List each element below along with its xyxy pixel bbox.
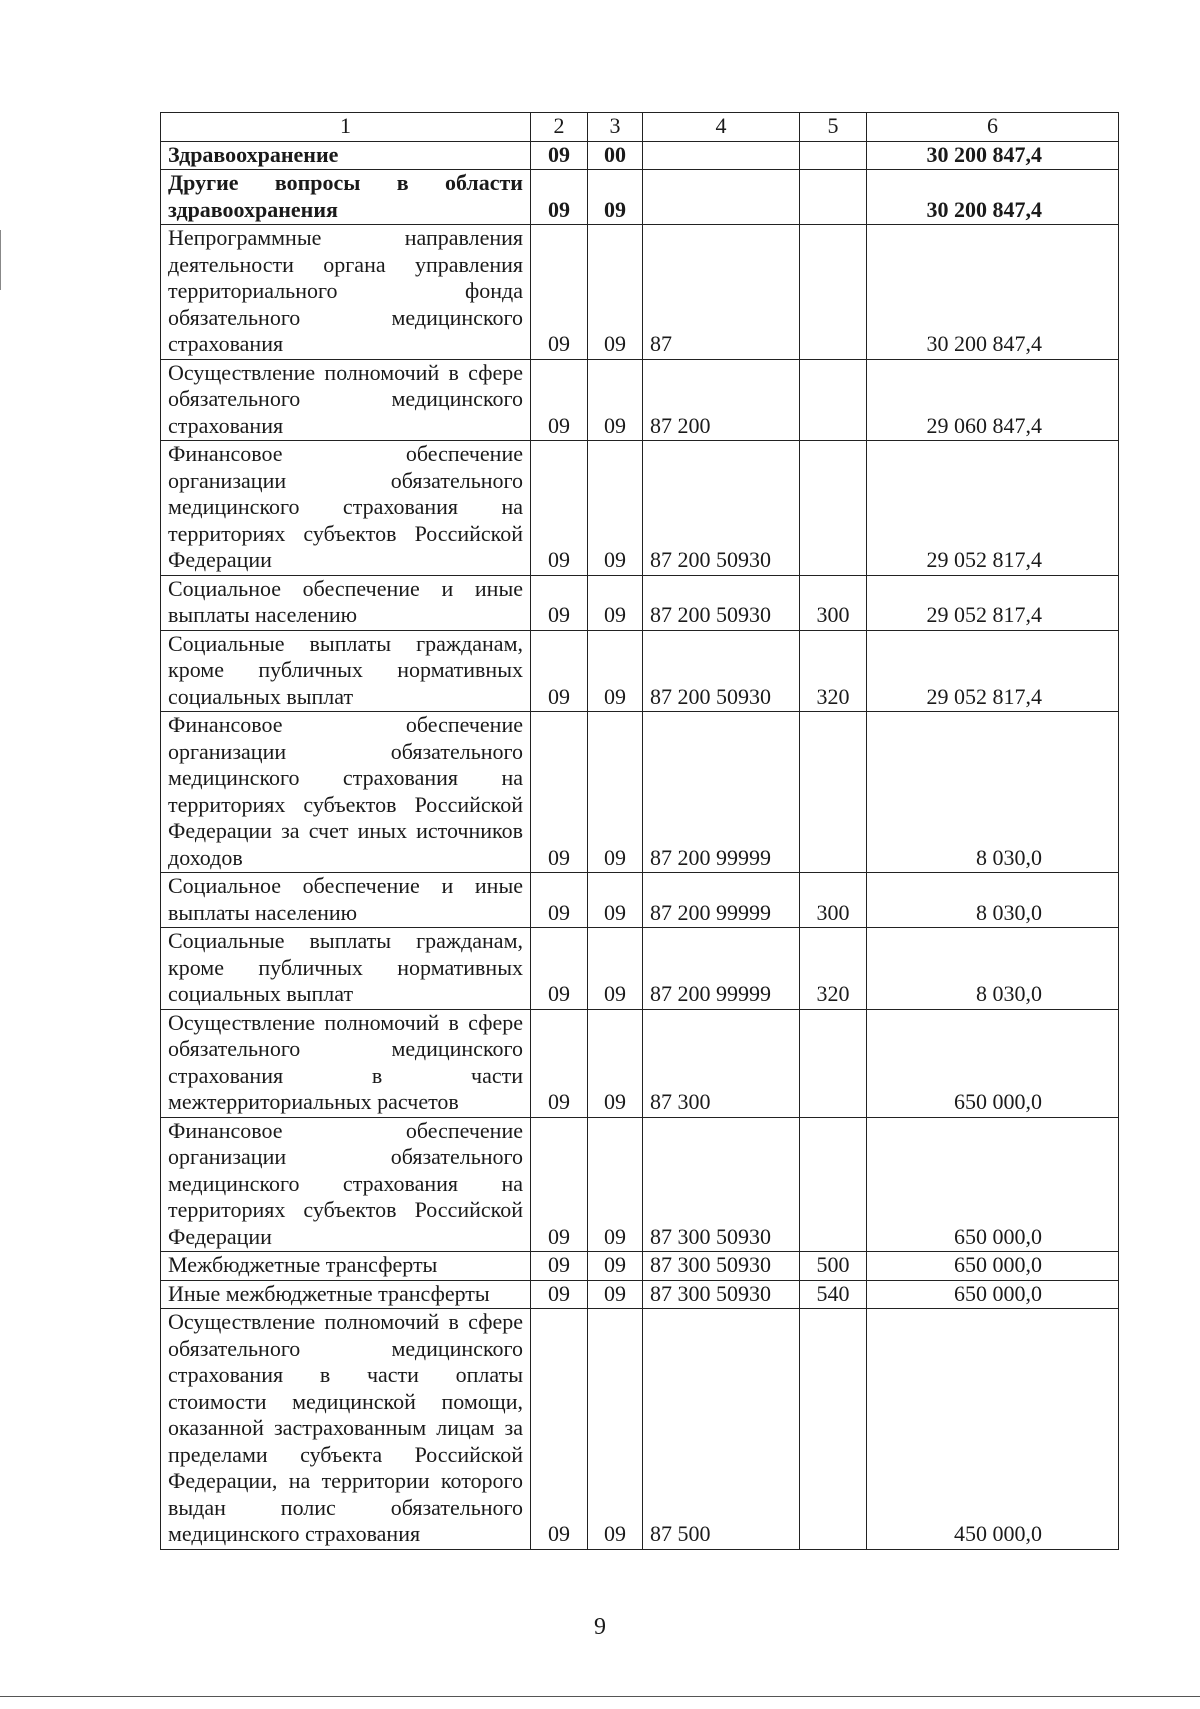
table-header-row xyxy=(161,113,1119,142)
row-expense-type-cell xyxy=(800,1009,867,1117)
row-amount-cell: 650 000,0 xyxy=(867,1252,1119,1281)
row-expense-type-cell xyxy=(800,170,867,225)
row-section-cell: 09 xyxy=(531,1280,588,1309)
row-section-cell: 09 xyxy=(531,1309,588,1550)
row-name-cell: Социальное обеспечение и иные выплаты населению xyxy=(161,873,531,928)
row-expense-type-cell: 300 xyxy=(800,873,867,928)
budget-table xyxy=(160,112,1119,1550)
table-row xyxy=(161,1252,1119,1281)
header-col-5: 5 xyxy=(800,113,867,142)
row-section-cell: 09 xyxy=(531,359,588,441)
row-amount-cell: 450 000,0 xyxy=(867,1309,1119,1550)
row-subsection-cell: 09 xyxy=(588,1009,643,1117)
row-name-cell: Осуществление полномочий в сфере обязательного медицинского страхования в части оплаты стоимости медицинской помощи, оказанной застрахованным лицам за пределами субъекта Российской Федерации, на территории которого выдан полис обязательного медицинского страхования xyxy=(161,1309,531,1550)
row-amount-cell: 8 030,0 xyxy=(867,712,1119,873)
row-section-cell: 09 xyxy=(531,225,588,360)
row-subsection-cell: 09 xyxy=(588,873,643,928)
row-subsection-cell: 09 xyxy=(588,441,643,576)
row-subsection-cell: 09 xyxy=(588,1252,643,1281)
table-row xyxy=(161,359,1119,441)
row-expense-type-cell xyxy=(800,1117,867,1252)
row-amount-cell: 29 052 817,4 xyxy=(867,575,1119,630)
row-section-cell: 09 xyxy=(531,1252,588,1281)
row-amount-cell: 30 200 847,4 xyxy=(867,225,1119,360)
header-col-6: 6 xyxy=(867,113,1119,142)
table-row xyxy=(161,141,1119,170)
row-target-article-cell: 87 200 50930 xyxy=(643,441,800,576)
row-expense-type-cell: 540 xyxy=(800,1280,867,1309)
row-name-cell: Финансовое обеспечение организации обязательного медицинского страхования на территориях субъектов Российской Федерации xyxy=(161,441,531,576)
row-expense-type-cell xyxy=(800,225,867,360)
row-subsection-cell: 09 xyxy=(588,712,643,873)
row-name-cell: Межбюджетные трансферты xyxy=(161,1252,531,1281)
header-col-3: 3 xyxy=(588,113,643,142)
table-row xyxy=(161,1280,1119,1309)
row-name-cell: Финансовое обеспечение организации обязательного медицинского страхования на территориях субъектов Российской Федерации за счет иных источников доходов xyxy=(161,712,531,873)
header-col-1: 1 xyxy=(161,113,531,142)
row-target-article-cell: 87 300 50930 xyxy=(643,1280,800,1309)
row-subsection-cell: 09 xyxy=(588,575,643,630)
row-section-cell: 09 xyxy=(531,575,588,630)
row-expense-type-cell xyxy=(800,712,867,873)
row-amount-cell: 30 200 847,4 xyxy=(867,170,1119,225)
row-section-cell: 09 xyxy=(531,928,588,1010)
row-name-cell: Финансовое обеспечение организации обязательного медицинского страхования на территориях субъектов Российской Федерации xyxy=(161,1117,531,1252)
row-section-cell: 09 xyxy=(531,170,588,225)
table-row xyxy=(161,1117,1119,1252)
table-row xyxy=(161,1009,1119,1117)
table-row xyxy=(161,441,1119,576)
row-target-article-cell: 87 200 99999 xyxy=(643,928,800,1010)
row-section-cell: 09 xyxy=(531,1009,588,1117)
row-name-cell: Осуществление полномочий в сфере обязательного медицинского страхования в части межтерриториальных расчетов xyxy=(161,1009,531,1117)
table-row xyxy=(161,712,1119,873)
row-name-cell: Социальные выплаты гражданам, кроме публичных нормативных социальных выплат xyxy=(161,928,531,1010)
table-row xyxy=(161,170,1119,225)
page-number: 9 xyxy=(594,1614,606,1640)
row-expense-type-cell: 300 xyxy=(800,575,867,630)
row-name-cell: Иные межбюджетные трансферты xyxy=(161,1280,531,1309)
bottom-rule xyxy=(0,1696,1200,1697)
row-expense-type-cell: 500 xyxy=(800,1252,867,1281)
row-expense-type-cell xyxy=(800,359,867,441)
table-row xyxy=(161,873,1119,928)
row-target-article-cell: 87 200 xyxy=(643,359,800,441)
scan-edge-mark xyxy=(0,230,1,290)
row-name-cell: Социальное обеспечение и иные выплаты населению xyxy=(161,575,531,630)
row-subsection-cell: 00 xyxy=(588,141,643,170)
row-target-article-cell: 87 300 50930 xyxy=(643,1252,800,1281)
row-subsection-cell: 09 xyxy=(588,1309,643,1550)
row-subsection-cell: 09 xyxy=(588,630,643,712)
row-amount-cell: 650 000,0 xyxy=(867,1280,1119,1309)
table-row xyxy=(161,225,1119,360)
row-target-article-cell: 87 300 xyxy=(643,1009,800,1117)
row-section-cell: 09 xyxy=(531,1117,588,1252)
row-amount-cell: 650 000,0 xyxy=(867,1009,1119,1117)
row-section-cell: 09 xyxy=(531,141,588,170)
row-expense-type-cell xyxy=(800,1309,867,1550)
row-amount-cell: 29 060 847,4 xyxy=(867,359,1119,441)
table-row xyxy=(161,928,1119,1010)
budget-table-body xyxy=(161,113,1119,1550)
row-section-cell: 09 xyxy=(531,873,588,928)
row-expense-type-cell xyxy=(800,441,867,576)
row-name-cell: Осуществление полномочий в сфере обязательного медицинского страхования xyxy=(161,359,531,441)
row-amount-cell: 8 030,0 xyxy=(867,928,1119,1010)
row-target-article-cell: 87 200 50930 xyxy=(643,575,800,630)
row-expense-type-cell: 320 xyxy=(800,630,867,712)
row-subsection-cell: 09 xyxy=(588,225,643,360)
row-name-cell: Непрограммные направления деятельности органа управления территориального фонда обязательного медицинского страхования xyxy=(161,225,531,360)
row-target-article-cell: 87 200 99999 xyxy=(643,712,800,873)
row-section-cell: 09 xyxy=(531,712,588,873)
table-row xyxy=(161,1309,1119,1550)
row-section-cell: 09 xyxy=(531,441,588,576)
row-subsection-cell: 09 xyxy=(588,359,643,441)
row-expense-type-cell xyxy=(800,141,867,170)
row-section-cell: 09 xyxy=(531,630,588,712)
row-amount-cell: 30 200 847,4 xyxy=(867,141,1119,170)
header-col-2: 2 xyxy=(531,113,588,142)
row-target-article-cell: 87 xyxy=(643,225,800,360)
row-amount-cell: 29 052 817,4 xyxy=(867,630,1119,712)
table-row xyxy=(161,575,1119,630)
row-amount-cell: 650 000,0 xyxy=(867,1117,1119,1252)
row-target-article-cell: 87 200 50930 xyxy=(643,630,800,712)
row-target-article-cell xyxy=(643,170,800,225)
row-subsection-cell: 09 xyxy=(588,1280,643,1309)
row-target-article-cell: 87 500 xyxy=(643,1309,800,1550)
row-name-cell: Другие вопросы в области здравоохранения xyxy=(161,170,531,225)
row-name-cell: Здравоохранение xyxy=(161,141,531,170)
header-col-4: 4 xyxy=(643,113,800,142)
row-target-article-cell: 87 300 50930 xyxy=(643,1117,800,1252)
row-name-cell: Социальные выплаты гражданам, кроме публичных нормативных социальных выплат xyxy=(161,630,531,712)
row-subsection-cell: 09 xyxy=(588,170,643,225)
row-target-article-cell xyxy=(643,141,800,170)
row-subsection-cell: 09 xyxy=(588,928,643,1010)
row-subsection-cell: 09 xyxy=(588,1117,643,1252)
row-expense-type-cell: 320 xyxy=(800,928,867,1010)
row-target-article-cell: 87 200 99999 xyxy=(643,873,800,928)
table-row xyxy=(161,630,1119,712)
row-amount-cell: 8 030,0 xyxy=(867,873,1119,928)
row-amount-cell: 29 052 817,4 xyxy=(867,441,1119,576)
